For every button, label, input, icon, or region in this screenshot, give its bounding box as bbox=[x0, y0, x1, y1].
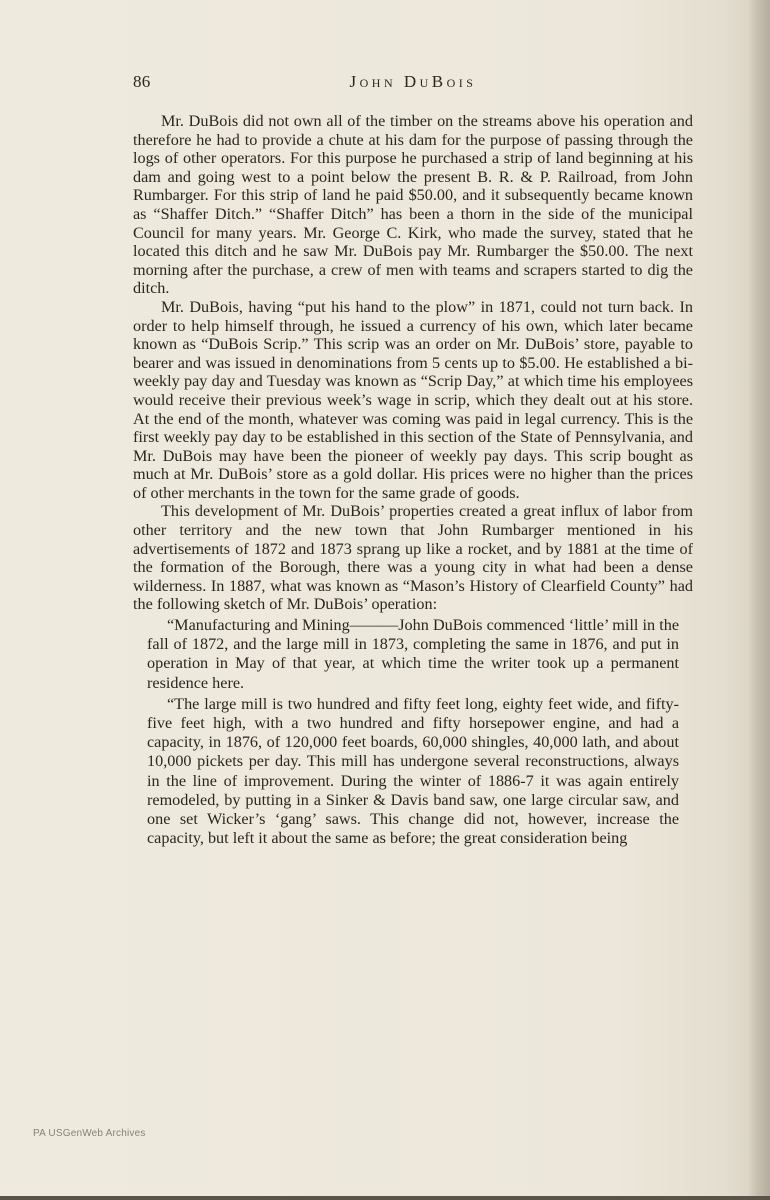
archive-watermark: PA USGenWeb Archives bbox=[33, 1128, 146, 1139]
page-header bbox=[133, 72, 693, 98]
page-body bbox=[133, 112, 693, 848]
page-bottom-edge bbox=[0, 1196, 770, 1200]
running-title: John DuBois bbox=[349, 72, 477, 91]
paragraph: This development of Mr. DuBois’ properties created a great influx of labor from other territory and the new town that John Rumbarger mentioned in his advertisements of 1872 and 1873 sprang up like a rocket, and by 1881 at the time of the formation of the Borough, there was a young city in what had been a dense wilderness. In 1887, what was known as “Mason’s History of Clearfield County” had the following sketch of Mr. DuBois’ operation: bbox=[133, 502, 693, 614]
block-quote: “Manufacturing and Mining———John DuBois commenced ‘little’ mill in the fall of 1872, and the large mill in 1873, completing the same in 1876, and put in operation in May of that year, at which time the writer took up a permanent residence here. bbox=[147, 616, 679, 692]
paragraph: Mr. DuBois, having “put his hand to the plow” in 1871, could not turn back. In order to help himself through, he issued a currency of his own, which later became known as “DuBois Scrip.” This scrip was an order on Mr. DuBois’ store, payable to bearer and was issued in denominations from 5 cents up to $5.00. He established a bi-weekly pay day and Tuesday was known as “Scrip Day,” at which time his employees would receive their previous week’s wage in scrip, which they dealt out at his store. At the end of the month, whatever was coming was paid in legal currency. This is the first weekly pay day to be established in this section of the State of Pennsylvania, and Mr. DuBois may have been the pioneer of weekly pay days. This scrip bought as much at Mr. DuBois’ store as a gold dollar. His prices were no higher than the prices of other merchants in the town for the same grade of goods. bbox=[133, 297, 693, 502]
page-number: 86 bbox=[133, 72, 151, 91]
page-edge-shadow bbox=[748, 0, 770, 1200]
paragraph: Mr. DuBois did not own all of the timber on the streams above his operation and therefore he had to provide a chute at his dam for the purpose of passing through the logs of other operators. For this purpose he purchased a strip of land beginning at his dam and going west to a point below the present B. R. & P. Railroad, from John Rumbarger. For this strip of land he paid $50.00, and it subsequently became known as “Shaffer Ditch.” “Shaffer Ditch” has been a thorn in the side of the municipal Council for many years. Mr. George C. Kirk, who made the survey, stated that he located this ditch and he saw Mr. DuBois pay Mr. Rumbarger the $50.00. The next morning after the purchase, a crew of men with teams and scrapers started to dig the ditch. bbox=[133, 112, 693, 298]
block-quote: “The large mill is two hundred and fifty feet long, eighty feet wide, and fifty-five feet high, with a two hundred and fifty horsepower engine, and had a capacity, in 1876, of 120,000 feet boards, 60,000 shingles, 40,000 lath, and about 10,000 pickets per day. This mill has undergone several reconstructions, always in the line of improvement. During the winter of 1886-7 it was again entirely remodeled, by putting in a Sinker & Davis band saw, one large circular saw, and one set Wicker’s ‘gang’ saws. This change did not, however, increase the capacity, but left it about the same as before; the great consideration being bbox=[147, 694, 679, 848]
